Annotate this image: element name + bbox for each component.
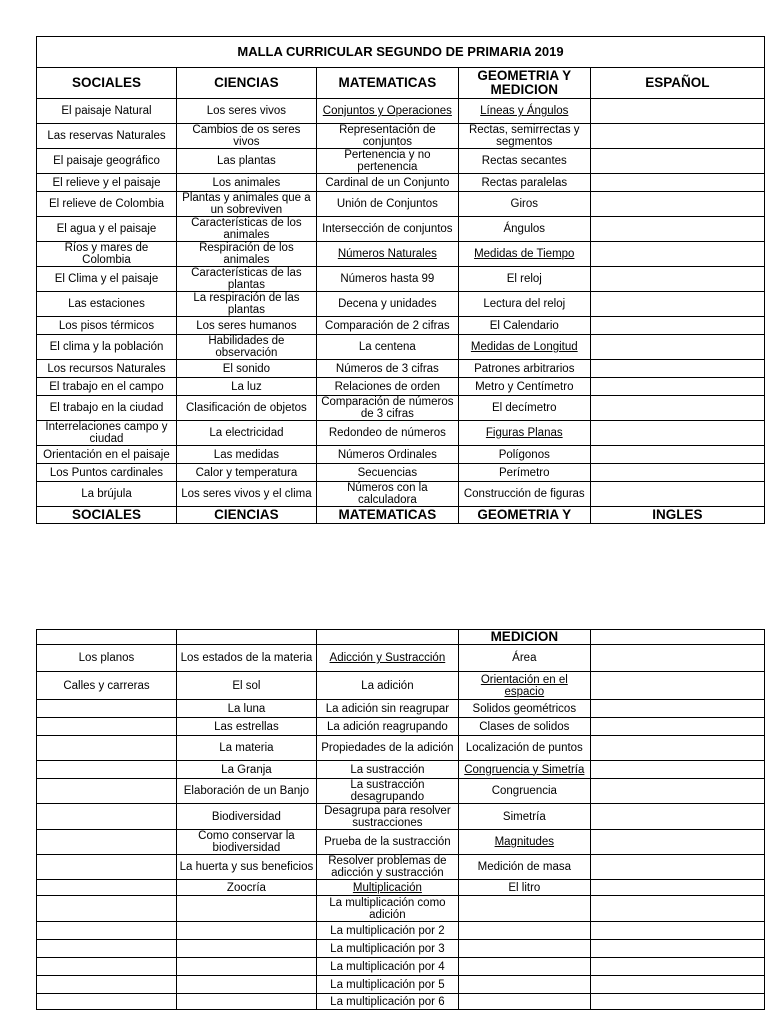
cell-matematicas: Decena y unidades xyxy=(316,292,458,317)
cell-matematicas: Conjuntos y Operaciones xyxy=(316,99,458,124)
table-row xyxy=(37,958,765,976)
cell-espanol xyxy=(590,99,764,124)
cell-espanol xyxy=(590,421,764,446)
cell-geometria: Congruencia xyxy=(458,779,590,804)
cell-matematicas: Comparación de 2 cifras xyxy=(316,317,458,335)
cell-geometria: El decímetro xyxy=(458,396,590,421)
cell-sociales: Los Puntos cardinales xyxy=(37,464,177,482)
cell-matematicas: La adición reagrupando xyxy=(316,718,458,736)
cell-espanol xyxy=(590,446,764,464)
cell-geometria xyxy=(458,896,590,922)
cell-espanol xyxy=(590,482,764,507)
cell-espanol xyxy=(590,994,764,1010)
cell-matematicas: Desagrupa para resolver sustracciones xyxy=(316,804,458,830)
cell-matematicas: La sustracción xyxy=(316,761,458,779)
table-row xyxy=(37,292,765,317)
cell-matematicas: Pertenencia y no pertenencia xyxy=(316,149,458,174)
table-row xyxy=(37,360,765,378)
cell-matematicas: Cardinal de un Conjunto xyxy=(316,174,458,192)
table-row xyxy=(37,700,765,718)
cell-ciencias: Los seres humanos xyxy=(176,317,316,335)
cell-geometria: El Calendario xyxy=(458,317,590,335)
cell-espanol xyxy=(590,124,764,149)
cell-ciencias: La materia xyxy=(176,736,316,761)
cell-geometria xyxy=(458,994,590,1010)
cell-ciencias: El sol xyxy=(176,672,316,700)
cell-matematicas: Comparación de números de 3 cifras xyxy=(316,396,458,421)
table-row xyxy=(37,421,765,446)
table-row xyxy=(37,718,765,736)
cell-espanol xyxy=(590,700,764,718)
cell-ciencias: La electricidad xyxy=(176,421,316,446)
table-row xyxy=(37,124,765,149)
cell-matematicas: La adición xyxy=(316,672,458,700)
cell-sociales xyxy=(37,880,177,896)
cell-sociales: El paisaje Natural xyxy=(37,99,177,124)
cell-sociales: El clima y la población xyxy=(37,335,177,360)
cell-matematicas: Números hasta 99 xyxy=(316,267,458,292)
cell-matematicas: La multiplicación por 4 xyxy=(316,958,458,976)
cell-geometria: El reloj xyxy=(458,267,590,292)
cell-sociales xyxy=(37,830,177,855)
table-row xyxy=(37,880,765,896)
cell-geometria: Medidas de Tiempo xyxy=(458,242,590,267)
cell-geometria: Solidos geométricos xyxy=(458,700,590,718)
cell-matematicas: Adicción y Sustracción xyxy=(316,645,458,672)
cell-sociales: El trabajo en la ciudad xyxy=(37,396,177,421)
table-row xyxy=(37,855,765,880)
cell-sociales: Las estaciones xyxy=(37,292,177,317)
cell-ciencias xyxy=(176,896,316,922)
cell-ciencias: Cambios de os seres vivos xyxy=(176,124,316,149)
table-row xyxy=(37,174,765,192)
header-sociales: SOCIALES xyxy=(37,68,177,99)
cell-geometria: Medición de masa xyxy=(458,855,590,880)
table-row xyxy=(37,804,765,830)
cell-ciencias: Las plantas xyxy=(176,149,316,174)
cell-sociales: Calles y carreras xyxy=(37,672,177,700)
footer-header-sociales: SOCIALES xyxy=(37,507,177,524)
cell-sociales: El relieve y el paisaje xyxy=(37,174,177,192)
table-row xyxy=(37,994,765,1010)
cell-matematicas: Intersección de conjuntos xyxy=(316,217,458,242)
cell-espanol xyxy=(590,830,764,855)
cell-geometria xyxy=(458,922,590,940)
cell-ciencias: Biodiversidad xyxy=(176,804,316,830)
table-title: MALLA CURRICULAR SEGUNDO DE PRIMARIA 2019 xyxy=(37,37,765,68)
table-row xyxy=(37,317,765,335)
table-row xyxy=(37,335,765,360)
cell-sociales xyxy=(37,994,177,1010)
table-row xyxy=(37,217,765,242)
cell-geometria: Rectas secantes xyxy=(458,149,590,174)
cell-sociales xyxy=(37,940,177,958)
table-row xyxy=(37,761,765,779)
cell-geometria: Rectas, semirrectas y segmentos xyxy=(458,124,590,149)
footer-header-espanol: INGLES xyxy=(590,507,764,524)
cell-sociales: Los planos xyxy=(37,645,177,672)
table-row xyxy=(37,645,765,672)
cell-espanol xyxy=(590,804,764,830)
cell-espanol xyxy=(590,880,764,896)
table-row xyxy=(37,830,765,855)
cell-geometria xyxy=(458,940,590,958)
cell-matematicas: La centena xyxy=(316,335,458,360)
cell-espanol xyxy=(590,396,764,421)
cell-espanol xyxy=(590,149,764,174)
table-row xyxy=(37,896,765,922)
cell-matematicas: La adición sin reagrupar xyxy=(316,700,458,718)
cell-matematicas: La sustracción desagrupando xyxy=(316,779,458,804)
cell-sociales: El agua y el paisaje xyxy=(37,217,177,242)
cell-ciencias: Respiración de los animales xyxy=(176,242,316,267)
cell-ciencias xyxy=(176,958,316,976)
cell-matematicas: La multiplicación por 2 xyxy=(316,922,458,940)
cell-ciencias: Las estrellas xyxy=(176,718,316,736)
cell-geometria xyxy=(458,976,590,994)
cell-matematicas: Representación de conjuntos xyxy=(316,124,458,149)
curriculum-table-page-2 xyxy=(36,629,765,1010)
cell-geometria: Clases de solidos xyxy=(458,718,590,736)
cell-sociales: Interrelaciones campo y ciudad xyxy=(37,421,177,446)
cell-geometria: Giros xyxy=(458,192,590,217)
cell-matematicas: Números con la calculadora xyxy=(316,482,458,507)
table-row xyxy=(37,99,765,124)
cell-geometria: Área xyxy=(458,645,590,672)
cell-espanol xyxy=(590,718,764,736)
cell-geometria: Líneas y Ángulos xyxy=(458,99,590,124)
cell-ciencias: La respiración de las plantas xyxy=(176,292,316,317)
header-espanol: ESPAÑOL xyxy=(590,68,764,99)
cell-espanol xyxy=(590,360,764,378)
cell-geometria: El litro xyxy=(458,880,590,896)
cell-geometria: Patrones arbitrarios xyxy=(458,360,590,378)
cell-sociales xyxy=(37,958,177,976)
cell-matematicas: La multiplicación por 5 xyxy=(316,976,458,994)
cell-sociales xyxy=(37,761,177,779)
cell-matematicas: Propiedades de la adición xyxy=(316,736,458,761)
cell-ciencias: La huerta y sus beneficios xyxy=(176,855,316,880)
cell-ciencias: Calor y temperatura xyxy=(176,464,316,482)
cell-ciencias xyxy=(176,922,316,940)
cell-sociales xyxy=(37,700,177,718)
cell-sociales: Las reservas Naturales xyxy=(37,124,177,149)
cell-espanol xyxy=(590,174,764,192)
cell-sociales xyxy=(37,922,177,940)
cell-sociales xyxy=(37,718,177,736)
cell-espanol xyxy=(590,855,764,880)
cell-geometria: Localización de puntos xyxy=(458,736,590,761)
table-row xyxy=(37,267,765,292)
cell-matematicas: La multiplicación por 6 xyxy=(316,994,458,1010)
cell-geometria: Construcción de figuras xyxy=(458,482,590,507)
footer-header-matematicas: MATEMATICAS xyxy=(316,507,458,524)
cell-ciencias: Clasificación de objetos xyxy=(176,396,316,421)
table-row xyxy=(37,149,765,174)
cell-espanol xyxy=(590,736,764,761)
cell-geometria: Orientación en el espacio xyxy=(458,672,590,700)
cell-espanol xyxy=(590,645,764,672)
cell-ciencias: Plantas y animales que a un sobreviven xyxy=(176,192,316,217)
cell-sociales: El relieve de Colombia xyxy=(37,192,177,217)
cell-espanol xyxy=(590,217,764,242)
cell-sociales: Orientación en el paisaje xyxy=(37,446,177,464)
table-row xyxy=(37,482,765,507)
cell-ciencias: Los estados de la materia xyxy=(176,645,316,672)
cell-ciencias xyxy=(176,994,316,1010)
empty-cell xyxy=(316,630,458,645)
cell-ciencias: Los seres vivos xyxy=(176,99,316,124)
curriculum-table-page-1 xyxy=(36,36,765,524)
table-row xyxy=(37,976,765,994)
cell-espanol xyxy=(590,958,764,976)
table-row xyxy=(37,940,765,958)
table-row xyxy=(37,922,765,940)
cell-ciencias: La luna xyxy=(176,700,316,718)
cell-matematicas: Resolver problemas de adicción y sustracción xyxy=(316,855,458,880)
table-row xyxy=(37,446,765,464)
cell-geometria: Rectas paralelas xyxy=(458,174,590,192)
cell-ciencias: Zoocría xyxy=(176,880,316,896)
cell-geometria: Figuras Planas xyxy=(458,421,590,446)
cell-geometria: Congruencia y Simetría xyxy=(458,761,590,779)
cell-geometria: Magnitudes xyxy=(458,830,590,855)
cell-geometria: Medidas de Longitud xyxy=(458,335,590,360)
cell-espanol xyxy=(590,267,764,292)
cell-sociales: El paisaje geográfico xyxy=(37,149,177,174)
table-row xyxy=(37,242,765,267)
cell-geometria: Simetría xyxy=(458,804,590,830)
cell-espanol xyxy=(590,976,764,994)
cell-espanol xyxy=(590,896,764,922)
cell-espanol xyxy=(590,779,764,804)
header-matematicas: MATEMATICAS xyxy=(316,68,458,99)
cell-ciencias: Habilidades de observación xyxy=(176,335,316,360)
cell-espanol xyxy=(590,292,764,317)
table-row xyxy=(37,464,765,482)
header-ciencias: CIENCIAS xyxy=(176,68,316,99)
cell-ciencias: Como conservar la biodiversidad xyxy=(176,830,316,855)
cell-geometria: Lectura del reloj xyxy=(458,292,590,317)
cell-espanol xyxy=(590,940,764,958)
cell-espanol xyxy=(590,672,764,700)
cell-sociales: Los pisos térmicos xyxy=(37,317,177,335)
footer-header-geometria: GEOMETRIA Y xyxy=(458,507,590,524)
cell-sociales xyxy=(37,855,177,880)
cell-sociales: Ríos y mares de Colombia xyxy=(37,242,177,267)
cell-geometria: Perímetro xyxy=(458,464,590,482)
cell-matematicas: Unión de Conjuntos xyxy=(316,192,458,217)
cell-geometria: Ángulos xyxy=(458,217,590,242)
cell-espanol xyxy=(590,242,764,267)
cell-matematicas: Números Naturales xyxy=(316,242,458,267)
cell-espanol xyxy=(590,335,764,360)
cell-espanol xyxy=(590,922,764,940)
footer-header-ciencias: CIENCIAS xyxy=(176,507,316,524)
cell-ciencias xyxy=(176,940,316,958)
cell-espanol xyxy=(590,761,764,779)
cell-espanol xyxy=(590,317,764,335)
cell-ciencias: Los animales xyxy=(176,174,316,192)
cell-sociales: La brújula xyxy=(37,482,177,507)
cell-ciencias: Elaboración de un Banjo xyxy=(176,779,316,804)
cell-sociales xyxy=(37,976,177,994)
empty-cell xyxy=(176,630,316,645)
cell-ciencias xyxy=(176,976,316,994)
cell-espanol xyxy=(590,464,764,482)
cell-matematicas: Secuencias xyxy=(316,464,458,482)
cell-sociales: Los recursos Naturales xyxy=(37,360,177,378)
cell-matematicas: Redondeo de números xyxy=(316,421,458,446)
cell-sociales xyxy=(37,779,177,804)
cell-sociales: El trabajo en el campo xyxy=(37,378,177,396)
empty-cell xyxy=(590,630,764,645)
header-geometria: GEOMETRIA Y MEDICION xyxy=(458,68,590,99)
cell-ciencias: Características de las plantas xyxy=(176,267,316,292)
cell-geometria: Metro y Centímetro xyxy=(458,378,590,396)
cell-ciencias: Las medidas xyxy=(176,446,316,464)
cell-matematicas: La multiplicación por 3 xyxy=(316,940,458,958)
cell-sociales xyxy=(37,896,177,922)
cell-matematicas: Multiplicación xyxy=(316,880,458,896)
table-row xyxy=(37,736,765,761)
empty-cell xyxy=(37,630,177,645)
table-row xyxy=(37,192,765,217)
table-row xyxy=(37,779,765,804)
table-row xyxy=(37,672,765,700)
cell-espanol xyxy=(590,378,764,396)
cell-ciencias: El sonido xyxy=(176,360,316,378)
cell-geometria xyxy=(458,958,590,976)
cell-sociales: El Clima y el paisaje xyxy=(37,267,177,292)
cell-ciencias: La luz xyxy=(176,378,316,396)
header-medicion-continued: MEDICION xyxy=(458,630,590,645)
cell-ciencias: La Granja xyxy=(176,761,316,779)
cell-sociales xyxy=(37,804,177,830)
table-row xyxy=(37,396,765,421)
cell-ciencias: Características de los animales xyxy=(176,217,316,242)
cell-matematicas: Relaciones de orden xyxy=(316,378,458,396)
cell-geometria: Polígonos xyxy=(458,446,590,464)
cell-matematicas: Números de 3 cifras xyxy=(316,360,458,378)
cell-matematicas: Prueba de la sustracción xyxy=(316,830,458,855)
footer-header-row xyxy=(37,507,765,524)
cell-espanol xyxy=(590,192,764,217)
cell-sociales xyxy=(37,736,177,761)
table-row xyxy=(37,378,765,396)
cell-matematicas: Números Ordinales xyxy=(316,446,458,464)
cell-matematicas: La multiplicación como adición xyxy=(316,896,458,922)
cell-ciencias: Los seres vivos y el clima xyxy=(176,482,316,507)
